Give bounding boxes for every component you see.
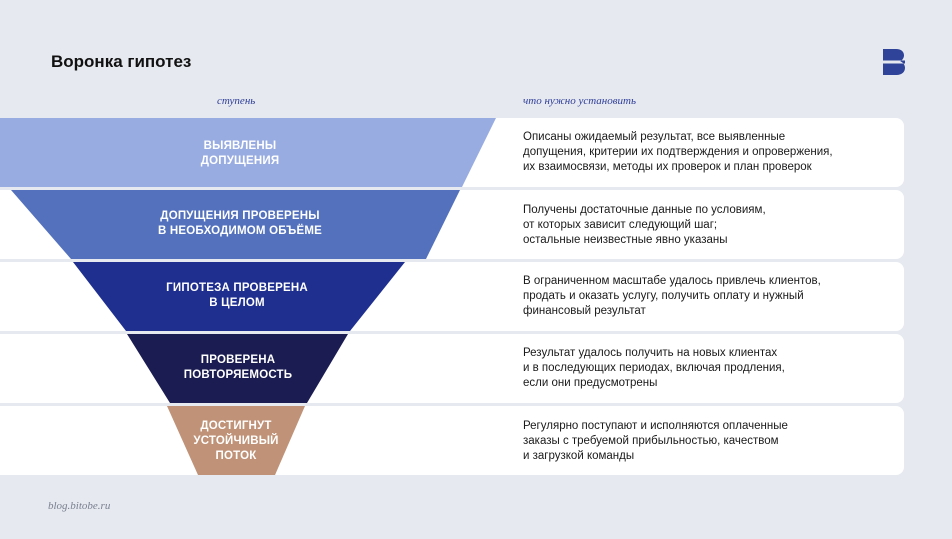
stage-label-3: ГИПОТЕЗА ПРОВЕРЕНА В ЦЕЛОМ [166,282,308,309]
stage-label-1: ВЫЯВЛЕНЫ ДОПУЩЕНИЯ [200,140,280,167]
stage-description-3: В ограниченном масштабе удалось привлечь клиентов, продать и оказать услугу, получить оплату и нужный финансовый результат [523,275,821,317]
footer-url: blog.bitobe.ru [48,500,111,512]
stage-description-4: Результат удалось получить на новых клиентах и в последующих периодах, включая продления, если они предусмотрены [523,347,785,389]
stage-description-1: Описаны ожидаемый результат, все выявленные допущения, критерии их подтверждения и опровержения, их взаимосвязи, методы их проверок и план проверок [523,131,833,173]
page-title: Воронка гипотез [51,52,192,71]
stage-description-2: Получены достаточные данные по условиям, от которых зависит следующий шаг; остальные неизвестные явно указаны [523,204,766,246]
stage-label-4: ПРОВЕРЕНА ПОВТОРЯЕМОСТЬ [183,354,293,381]
column-label-establish: что нужно установить [523,95,636,107]
column-label-stage: ступень [217,95,256,107]
stage-label-2: ДОПУЩЕНИЯ ПРОВЕРЕНЫ В НЕОБХОДИМОМ ОБЪЁМЕ [157,210,323,237]
stage-label-5: ДОСТИГНУТ УСТОЙЧИВЫЙ ПОТОК [193,420,279,462]
stage-description-5: Регулярно поступают и исполняются оплаченные заказы с требуемой прибыльностью, качеством и загрузкой команды [523,420,788,462]
